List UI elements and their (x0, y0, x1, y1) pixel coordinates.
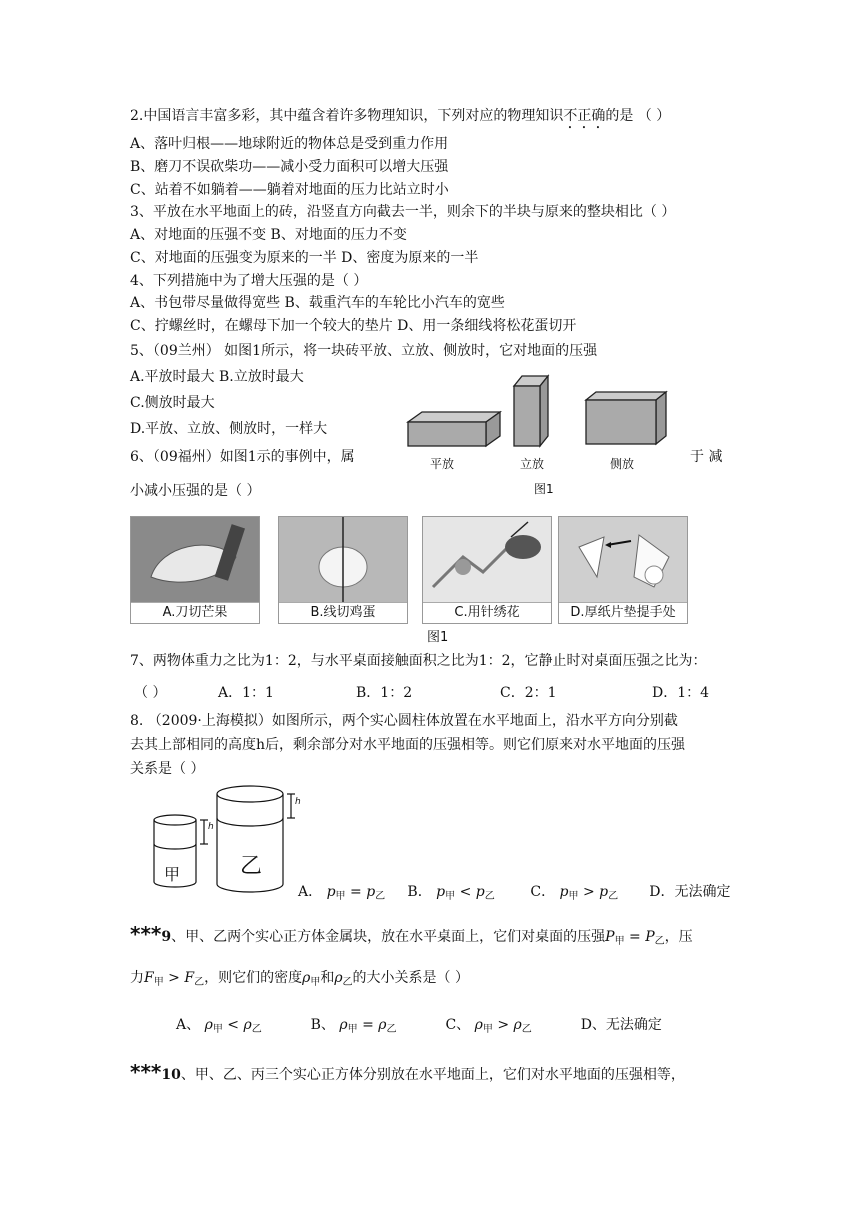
brick-label-side: 侧放 (610, 457, 635, 471)
q6-stem-right: 于 减 (690, 449, 723, 465)
q8-option-d: D．无法确定 (649, 884, 731, 900)
q10-stem: ***10、甲、乙、丙三个实心正方体分别放在水平地面上，它们对水平地面的压强相等， (130, 1060, 685, 1084)
photos-figure-caption: 图1 (427, 630, 449, 645)
q7-option-b: B．1：2 (356, 685, 413, 701)
brick-label-flat: 平放 (430, 457, 455, 471)
q3-stem: 3、平放在水平地面上的砖，沿竖直方向截去一半，则余下的半块与原来的整块相比（ ） (130, 204, 676, 220)
q3-options-cd: C、对地面的压强变为原来的一半 D、密度为原来的一半 (130, 250, 479, 266)
q7-option-d: D．1：4 (652, 685, 710, 701)
q6-stem-line2: 小减小压强的是（ ） (130, 483, 261, 499)
q7-paren: （ ） (134, 685, 167, 701)
cylinder-h-yi: h (295, 797, 301, 807)
q9-force-ineq: $F_甲 > F_乙$ (144, 970, 205, 988)
photo-caption-d: D.厚纸片垫提手处 (559, 602, 687, 623)
q2-stem-b: 的是 （ ） (605, 108, 671, 124)
q2-stem-emphasis: 不正确 (563, 108, 606, 124)
q4-stem: 4、下列措施中为了增大压强的是（ ） (130, 273, 368, 289)
q9-number: 9 (161, 929, 172, 945)
q2-option-a: A、落叶归根——地球附近的物体总是受到重力作用 (130, 136, 449, 152)
photo-cardboard-handle (558, 516, 688, 624)
photo-thread-egg (278, 516, 408, 624)
brick-figure (400, 370, 690, 450)
q4-options-ab: A、书包带尽量做得宽些 B、载重汽车的车轮比小汽车的宽些 (130, 295, 505, 311)
q4-options-cd: C、拧螺丝时，在螺母下加一个较大的垫片 D、用一条细线将松花蛋切开 (130, 318, 577, 334)
photo-caption-a: A.刀切芒果 (131, 602, 259, 623)
q8-line1: 8. （2009·上海模拟）如图所示，两个实心圆柱体放置在水平地面上，沿水平方向分别截 (130, 713, 678, 729)
photo-knife-mango (130, 516, 260, 624)
brick-standing (514, 376, 548, 446)
q5-option-d: D.平放、立放、侧放时，一样大 (130, 421, 328, 437)
brick-figure-caption: 图1 (534, 482, 554, 496)
photo-caption-b: B.线切鸡蛋 (279, 602, 407, 623)
q9-option-a: A、 $\rho_甲 < \rho_乙$ (176, 1017, 262, 1035)
q8-option-b: B． $p_甲 < p_乙$ (407, 884, 495, 902)
q9-line2: 力$F_甲 > F_乙$，则它们的密度$\rho_甲$和$\rho_乙$的大小关系是（ ） (130, 970, 469, 988)
brick-side (586, 392, 666, 444)
q8-option-c: C． $p_甲 > p_乙$ (530, 884, 619, 902)
q2-stem-a: 2.中国语言丰富多彩，其中蕴含着许多物理知识，下列对应的物理知识 (130, 108, 564, 124)
cylinder-h-jia: h (208, 822, 214, 832)
q8-line3: 关系是（ ） (130, 761, 205, 777)
q5-option-c: C.侧放时最大 (130, 395, 215, 411)
q7-stem: 7、两物体重力之比为1：2，与水平桌面接触面积之比为1：2，它静止时对桌面压强之比为： (130, 653, 707, 669)
q2-stem (130, 106, 670, 132)
q8-line2: 去其上部相同的高度h后，剩余部分对水平地面的压强相等。则它们原来对水平地面的压强 (130, 737, 686, 753)
q8-option-a: A． $p_甲 = p_乙$ (298, 884, 386, 902)
q6-stem-left: 6、（09福州）如图1示的事例中，属 (130, 449, 355, 465)
q9-options (176, 1015, 662, 1040)
q5-stem: 5、（09兰州） 如图1所示，将一块砖平放、立放、侧放时，它对地面的压强 (130, 343, 598, 359)
brick-flat (408, 412, 500, 446)
brick-label-standing: 立放 (520, 457, 545, 471)
q2-option-b: B、磨刀不误砍柴功——减小受力面积可以增大压强 (130, 159, 449, 175)
q9-option-c: C、 $\rho_甲 > \rho_乙$ (445, 1017, 532, 1035)
cylinder-jia (154, 815, 208, 887)
q9-option-d: D、无法确定 (580, 1017, 662, 1033)
q10-difficulty-stars: *** (130, 1060, 162, 1084)
cylinder-label-jia: 甲 (164, 865, 181, 884)
q10-number: 10 (161, 1067, 181, 1083)
cylinder-label-yi: 乙 (240, 854, 263, 879)
q9-option-b: B、 $\rho_甲 = \rho_乙$ (310, 1017, 397, 1035)
q2-option-c: C、站着不如躺着——躺着对地面的压力比站立时小 (130, 182, 449, 198)
photo-caption-c: C.用针绣花 (423, 602, 551, 623)
q9-pressure-eq: $P_甲 = P_乙$ (605, 929, 665, 947)
q5-options-ab: A.平放时最大 B.立放时最大 (130, 369, 304, 385)
q7-option-a: A．1：1 (218, 685, 274, 701)
photo-needle-embroidery (422, 516, 552, 624)
q7-option-c: C．2：1 (500, 685, 557, 701)
q8-options (298, 882, 731, 907)
q3-options-ab: A、对地面的压强不变 B、对地面的压力不变 (130, 227, 407, 243)
q9-difficulty-stars: *** (130, 922, 162, 946)
q9-stem: ***9、甲、乙两个实心正方体金属块，放在水平桌面上，它们对桌面的压强$P_甲 = P_乙$，压 (130, 922, 693, 947)
